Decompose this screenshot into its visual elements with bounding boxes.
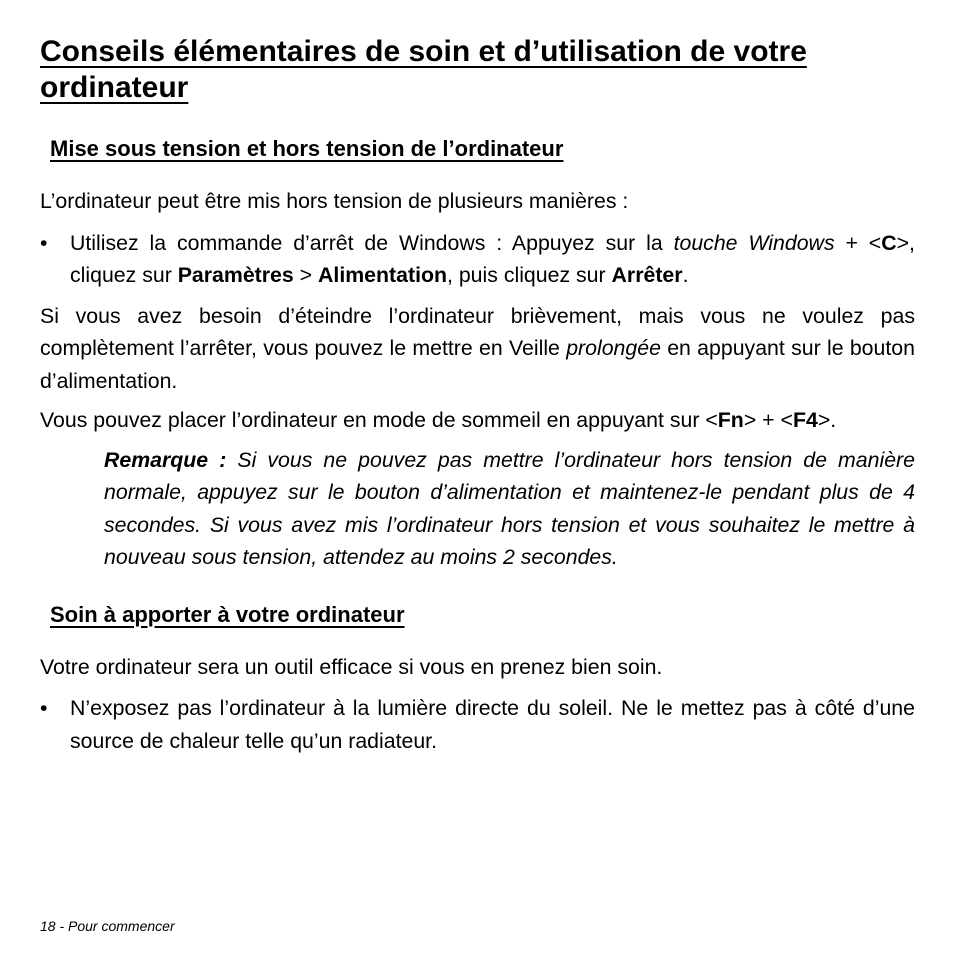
title-block [40, 34, 915, 106]
section2-heading-block [40, 602, 915, 631]
note-remarque [104, 444, 915, 574]
section1-paragraph-sommeil: Vous pouvez placer l’ordinateur en mode de sommeil en appuyant sur <Fn> + <F4>. [40, 408, 837, 432]
section1-paragraph-veille: Si vous avez besoin d’éteindre l’ordinateur brièvement, mais vous ne voulez pas complètement l’arrêter, vous pouvez le mettre en Veille prolongée en appuyant sur le bouton d’alimentation. [40, 303, 915, 393]
note-label: Remarque : [104, 447, 227, 472]
bullet-glyph: • [40, 696, 48, 720]
page-footer: 18 - Pour commencer [40, 918, 175, 934]
section1-heading-block [40, 136, 915, 165]
section1-intro: L’ordinateur peut être mis hors tension de plusieurs manières : [40, 189, 629, 213]
note-text: Si vous ne pouvez pas mettre l’ordinateur hors tension de manière normale, appuyez sur le bouton d’alimentation et maintenez-le pendant plus de 4 secondes. Si vous avez mis l’ordinateur hors tension et vous souhaitez le mettre à nouveau sous tension, attendez au moins 2 secondes. [104, 447, 915, 569]
bullet-glyph: • [40, 230, 48, 255]
section2-intro: Votre ordinateur sera un outil efficace si vous en prenez bien soin. [40, 654, 663, 679]
page-content [40, 34, 915, 757]
page-title: Conseils élémentaires de soin et d’utilisation de votre ordinateur [40, 35, 807, 104]
list-item [40, 227, 915, 292]
section2-heading: Soin à apporter à votre ordinateur [50, 601, 405, 627]
list-item [40, 692, 915, 757]
bullet-text: N’exposez pas l’ordinateur à la lumière directe du soleil. Ne le mettez pas à côté d’une source de chaleur telle qu’un radiateur. [70, 696, 915, 753]
bullet-text: Utilisez la commande d’arrêt de Windows : Appuyez sur la touche Windows + <C>, cliquez sur Paramètres > Alimentation, puis cliquez sur Arrêter. [70, 230, 915, 287]
section1-heading: Mise sous tension et hors tension de l’ordinateur [50, 136, 564, 161]
